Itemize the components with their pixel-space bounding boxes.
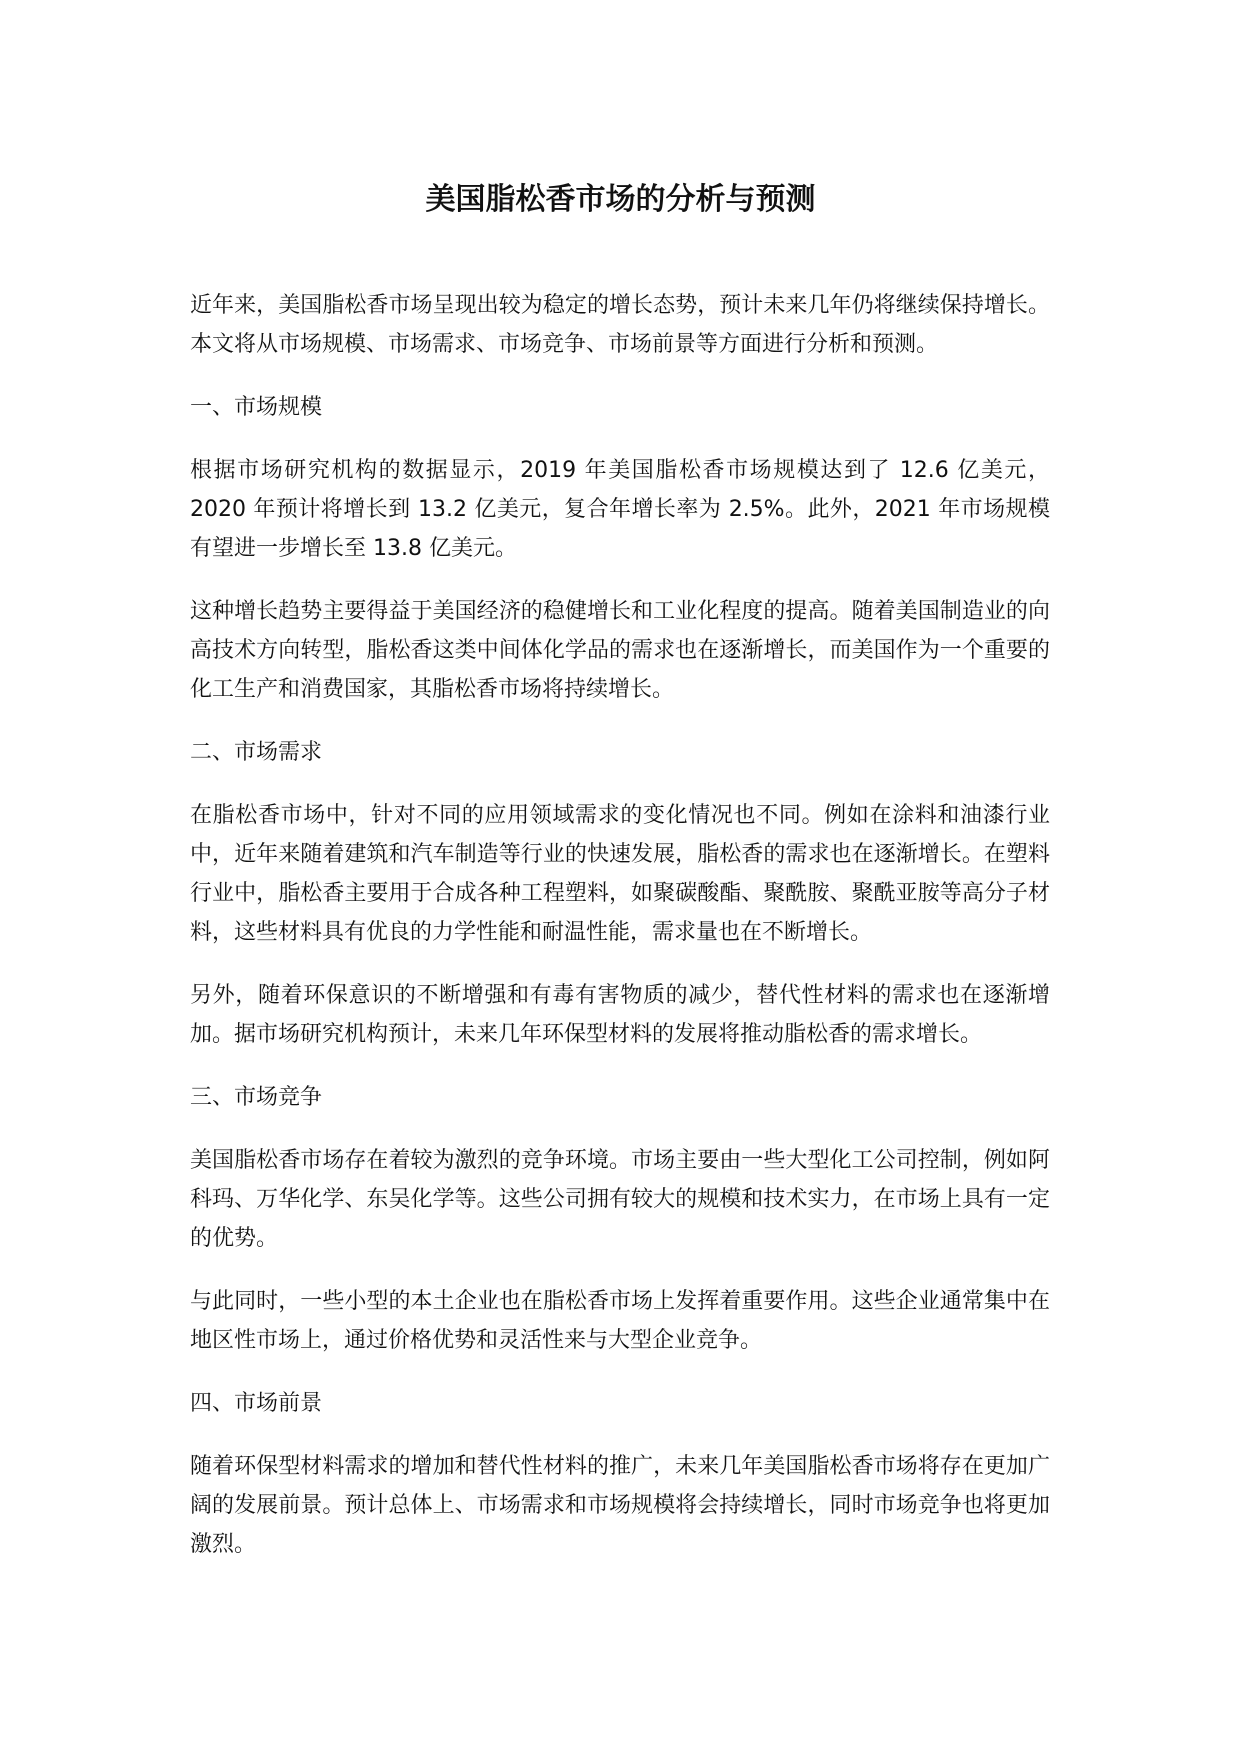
section-heading-market-size: 一、市场规模 — [190, 395, 323, 420]
market-competition-paragraph-2: 与此同时，一些小型的本土企业也在脂松香市场上发挥着重要作用。这些企业通常集中在地区性市场上，通过价格优势和灵活性来与大型企业竞争。 — [190, 1289, 1050, 1353]
market-demand-paragraph-2: 另外，随着环保意识的不断增强和有毒有害物质的减少，替代性材料的需求也在逐渐增加。据市场研究机构预计，未来几年环保型材料的发展将推动脂松香的需求增长。 — [190, 983, 1050, 1047]
intro-paragraph: 近年来，美国脂松香市场呈现出较为稳定的增长态势，预计未来几年仍将继续保持增长。本文将从市场规模、市场需求、市场竞争、市场前景等方面进行分析和预测。 — [190, 293, 1050, 357]
section-heading-market-competition: 三、市场竞争 — [190, 1085, 323, 1110]
market-outlook-paragraph-1: 随着环保型材料需求的增加和替代性材料的推广，未来几年美国脂松香市场将存在更加广阔的发展前景。预计总体上、市场需求和市场规模将会持续增长，同时市场竞争也将更加激烈。 — [190, 1454, 1050, 1557]
market-competition-paragraph-1: 美国脂松香市场存在着较为激烈的竞争环境。市场主要由一些大型化工公司控制，例如阿科玛、万华化学、东吴化学等。这些公司拥有较大的规模和技术实力，在市场上具有一定的优势。 — [190, 1148, 1050, 1251]
market-demand-paragraph-1: 在脂松香市场中，针对不同的应用领域需求的变化情况也不同。例如在涂料和油漆行业中，近年来随着建筑和汽车制造等行业的快速发展，脂松香的需求也在逐渐增长。在塑料行业中，脂松香主要用于合成各种工程塑料，如聚碳酸酯、聚酰胺、聚酰亚胺等高分子材料，这些材料具有优良的力学性能和耐温性能，需求量也在不断增长。 — [190, 803, 1050, 945]
market-size-paragraph-1: 根据市场研究机构的数据显示，2019 年美国脂松香市场规模达到了 12.6 亿美元，2020 年预计将增长到 13.2 亿美元，复合年增长率为 2.5%。此外，2021 年市场规模有望进一步增长至 13.8 亿美元。 — [190, 458, 1050, 561]
section-heading-market-demand: 二、市场需求 — [190, 740, 323, 765]
document-title: 美国脂松香市场的分析与预测 — [425, 182, 816, 217]
market-size-paragraph-2: 这种增长趋势主要得益于美国经济的稳健增长和工业化程度的提高。随着美国制造业的向高技术方向转型，脂松香这类中间体化学品的需求也在逐渐增长，而美国作为一个重要的化工生产和消费国家，其脂松香市场将持续增长。 — [190, 599, 1050, 702]
section-heading-market-outlook: 四、市场前景 — [190, 1391, 323, 1416]
document-body — [190, 286, 1050, 1588]
